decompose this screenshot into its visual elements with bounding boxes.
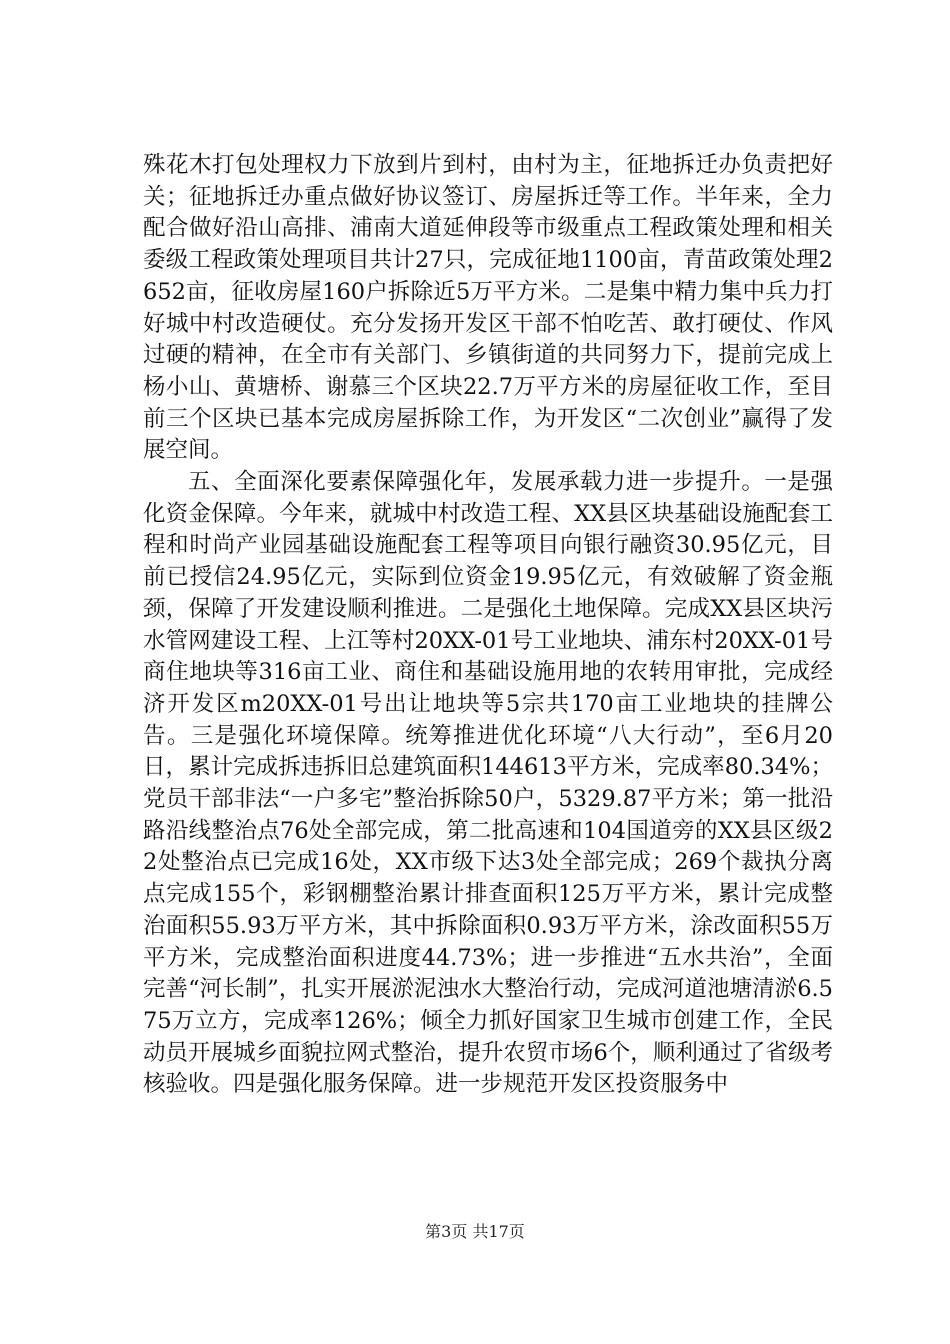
paragraph-land-acquisition: 殊花木打包处理权力下放到片到村，由村为主，征地拆迁办负责把好关；征地拆迁办重点做好协议签订、房屋拆迁等工作。半年来，全力配合做好沿山高排、浦南大道延伸段等市级重点工程政策处理和相关委级工程政策处理项目共计27只，完成征地1100亩，青苗政策处理2652亩，征收房屋160户拆除近5万平方米。二是集中精力集中兵力打好城中村改造硬仗。充分发扬开发区干部不怕吃苦、敢打硬仗、作风过硬的精神，在全市有关部门、乡镇街道的共同努力下，提前完成上杨小山、黄塘桥、谢慕三个区块22.7万平方米的房屋征收工作，至目前三个区块已基本完成房屋拆除工作，为开发区“二次创业”赢得了发展空间。 bbox=[143, 152, 833, 464]
paragraph-factor-guarantee: 五、全面深化要素保障强化年，发展承载力进一步提升。一是强化资金保障。今年来，就城中村改造工程、XX县区块基础设施配套工程和时尚产业园基础设施配套工程等项目向银行融资30.95亿元，目前已授信24.95亿元，实际到位资金19.95亿元，有效破解了资金瓶颈，保障了开发建设顺利推进。二是强化土地保障。完成XX县区块污水管网建设工程、上江等村20XX-01号工业地块、浦东村20XX-01号商住地块等316亩工业、商住和基础设施用地的农转用审批，完成经济开发区m20XX-01号出让地块等5宗共170亩工业地块的挂牌公告。三是强化环境保障。统筹推进优化环境“八大行动”，至6月20日，累计完成拆违拆旧总建筑面积144613平方米，完成率80.34%；党员干部非法“一户多宅”整治拆除50户，5329.87平方米；第一批沿路沿线整治点76处全部完成，第二批高速和104国道旁的XX县区级22处整治点已完成16处，XX市级下达3处全部完成；269个裁执分离点完成155个，彩钢棚整治累计排查面积125万平方米，累计完成整治面积55.93万平方米，其中拆除面积0.93万平方米，涂改面积55万平方米，完成整治面积进度44.73%；进一步推进“五水共治”，全面完善“河长制”，扎实开展淤泥浊水大整治行动，完成河道池塘清淤6.575万立方，完成率126%；倾全力抓好国家卫生城市创建工作，全民动员开展城乡面貌拉网式整治，提升农贸市场6个，顺利通过了省级考核验收。四是强化服务保障。进一步规范开发区投资服务中 bbox=[143, 469, 833, 1098]
page-footer: 第3页 共17页 bbox=[425, 1222, 525, 1241]
document-body bbox=[143, 150, 833, 1101]
